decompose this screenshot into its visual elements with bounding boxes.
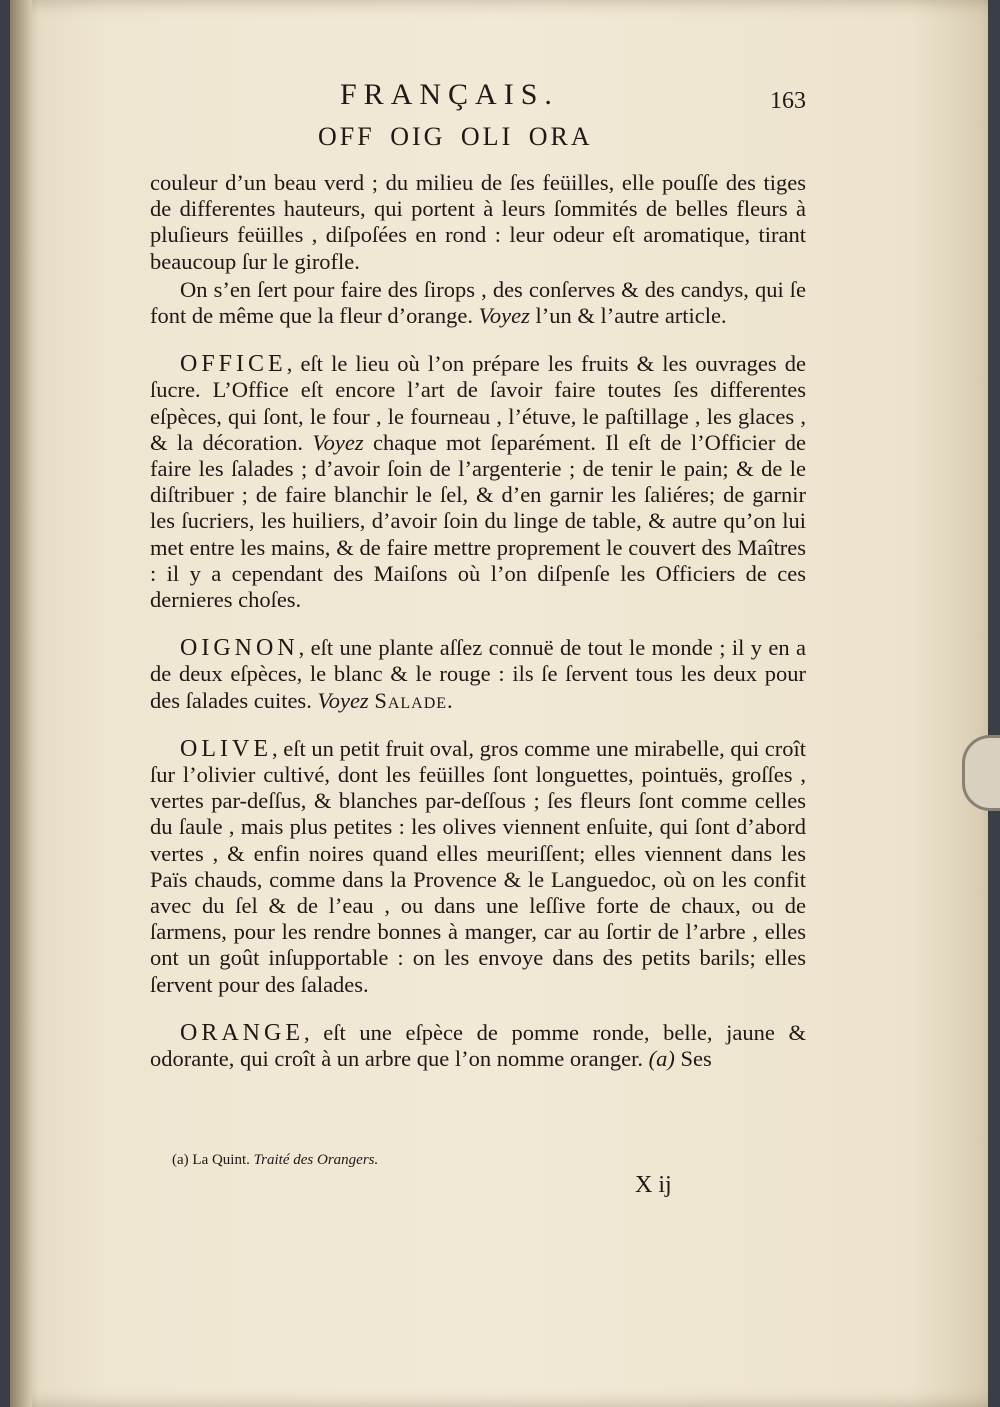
entry-orange: ORANGE, eſt une eſpèce de pomme ronde, belle, jaune & odorante, qui croît à un arbre que l’on nomme oranger. (a) Ses: [150, 1019, 806, 1072]
headword: ORANGE: [180, 1019, 304, 1046]
page-tab-marker: [962, 735, 1000, 811]
headword: OIGNON: [180, 635, 299, 662]
paragraph-usage: On s’en ſert pour faire des ſirops , des conſerves & des candys, qui ſe font de même que la fleur d’orange. Voyez l’un & l’autre article.: [150, 276, 806, 329]
cross-reference: Salade: [374, 687, 448, 713]
footnote: [172, 1152, 378, 1169]
footnote-marker: (a): [172, 1152, 189, 1168]
entry-olive: OLIVE, eſt un petit fruit oval, gros comme une mirabelle, qui croît ſur l’olivier cultivé, dont les feüilles ſont longuettes, pointuës, groſſes , vertes par-deſſus, & blanches par-deſſous ; ſes fleurs ſont comme celles du ſaule , mais plus petites : les olives viennent enſuite, qui ſont d’abord vertes , & enfin noires quand elles meuriſſent; elles viennent dans les Païs chauds, comme dans la Provence & le Languedoc, où on les confit avec du ſel & de l’eau , ou dans une leſſive forte de chaux, ou de ſarmens, pour les rendre bonnes à manger, car au ſortir de l’arbre , elles ont un goût inſupportable : on les envoye dans des petits barils; elles ſervent pour des ſalades.: [150, 735, 806, 997]
footnote-work: Traité des Orangers.: [253, 1152, 379, 1168]
headword: OLIVE: [180, 735, 272, 762]
entry-oignon: OIGNON, eſt une plante aſſez connuë de tout le monde ; il y en a de deux eſpèces, le blanc & le rouge : ils ſe ſervent tous les deux pour des ſalades cuites. Voyez Salade.: [150, 635, 806, 713]
see-reference: Voyez: [478, 303, 530, 329]
page-gutter: [10, 0, 32, 1407]
book-page: [10, 0, 988, 1407]
signature-mark: X ij: [635, 1172, 672, 1198]
page-number: 163: [770, 88, 806, 114]
running-head-letters: OFF OIG OLI ORA: [318, 122, 593, 151]
headword: OFFICE: [180, 351, 287, 378]
see-reference: Voyez: [317, 687, 369, 713]
footnote-author: La Quint.: [192, 1152, 250, 1168]
entry-office: OFFICE, eſt le lieu où l’on prépare les fruits & les ouvrages de ſucre. L’Office eſt encore l’art de ſavoir faire toutes ſes differentes eſpèces, qui ſont, le four , le fourneau , l’étuve, le paſtillage , les glaces , & la décoration. Voyez chaque mot ſeparément. Il eſt de l’Officier de faire les ſalades ; d’avoir ſoin de l’argenterie ; de tenir le pain; & de le diſtribuer ; de faire blanchir le ſel, & d’en garnir les ſaliéres; de garnir les ſucriers, les huiliers, d’avoir ſoin du linge de table, & autre qu’on lui met entre les mains, & de faire mettre proprement le couvert des Maîtres : il y a cependant des Maiſons où l’on diſpenſe les Officiers de ces dernieres choſes.: [150, 351, 806, 613]
paragraph-continuation: couleur d’un beau verd ; du milieu de ſes feüilles, elle pouſſe des tiges de differentes hauteurs, qui portent à leurs ſommités de belles fleurs à pluſieurs feüilles , diſpoſées en rond : leur odeur eſt aromatique, tirant beaucoup ſur le girofle.: [150, 170, 806, 274]
running-head-title: FRANÇAIS.: [340, 78, 559, 111]
footnote-reference: (a): [648, 1046, 675, 1072]
see-reference: Voyez: [312, 429, 364, 455]
body-text: [150, 170, 806, 1072]
